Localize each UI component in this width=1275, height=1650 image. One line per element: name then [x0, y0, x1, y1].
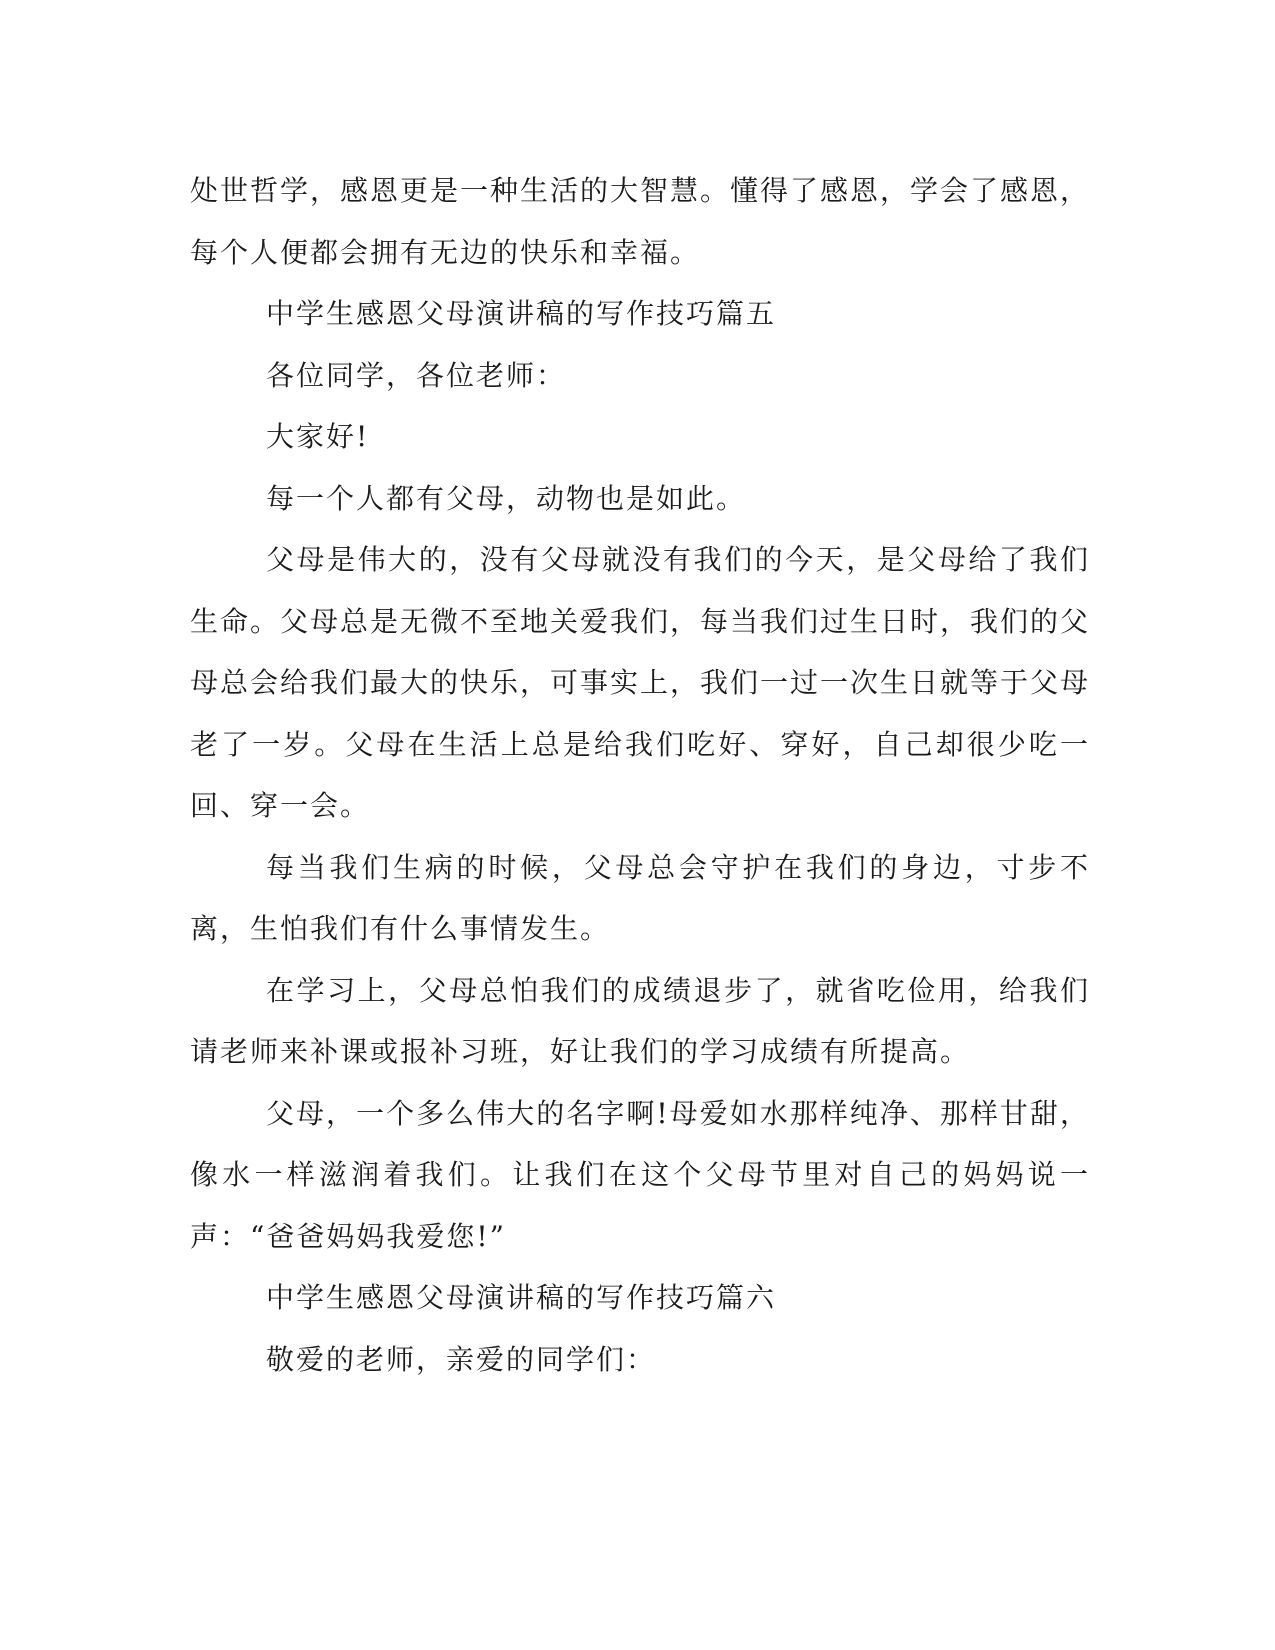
paragraph: 父母是伟大的，没有父母就没有我们的今天，是父母给了我们生命。父母总是无微不至地关爱我们，每当我们过生日时，我们的父母总会给我们最大的快乐，可事实上，我们一过一次生日就等于父母老了一岁。父母在生活上总是给我们吃好、穿好，自己却很少吃一回、穿一会。	[190, 543, 1091, 822]
document-body	[190, 160, 1090, 1390]
salutation: 敬爱的老师，亲爱的同学们：	[266, 1342, 657, 1376]
paragraph: 父母，一个多么伟大的名字啊!母爱如水那样纯净、那样甘甜，像水一样滋润着我们。让我们在这个父母节里对自己的妈妈说一声：“爸爸妈妈我爱您!”	[190, 1096, 1090, 1253]
section-title-6: 中学生感恩父母演讲稿的写作技巧篇六	[266, 1281, 777, 1314]
paragraph: 每当我们生病的时候，父母总会守护在我们的身边，寸步不离，生怕我们有什么事情发生。	[190, 850, 1090, 945]
greeting: 大家好!	[266, 420, 370, 453]
paragraph: 每一个人都有父母，动物也是如此。	[266, 481, 747, 515]
section-title-5: 中学生感恩父母演讲稿的写作技巧篇五	[266, 297, 777, 330]
paragraph: 在学习上，父母总怕我们的成绩退步了，就省吃俭用，给我们请老师来补课或报补习班，好让我们的学习成绩有所提高。	[190, 973, 1090, 1068]
paragraph-continuation: 处世哲学，感恩更是一种生活的大智慧。懂得了感恩，学会了感恩，每个人便都会拥有无边的快乐和幸福。	[190, 174, 1091, 269]
salutation: 各位同学，各位老师：	[266, 358, 567, 392]
